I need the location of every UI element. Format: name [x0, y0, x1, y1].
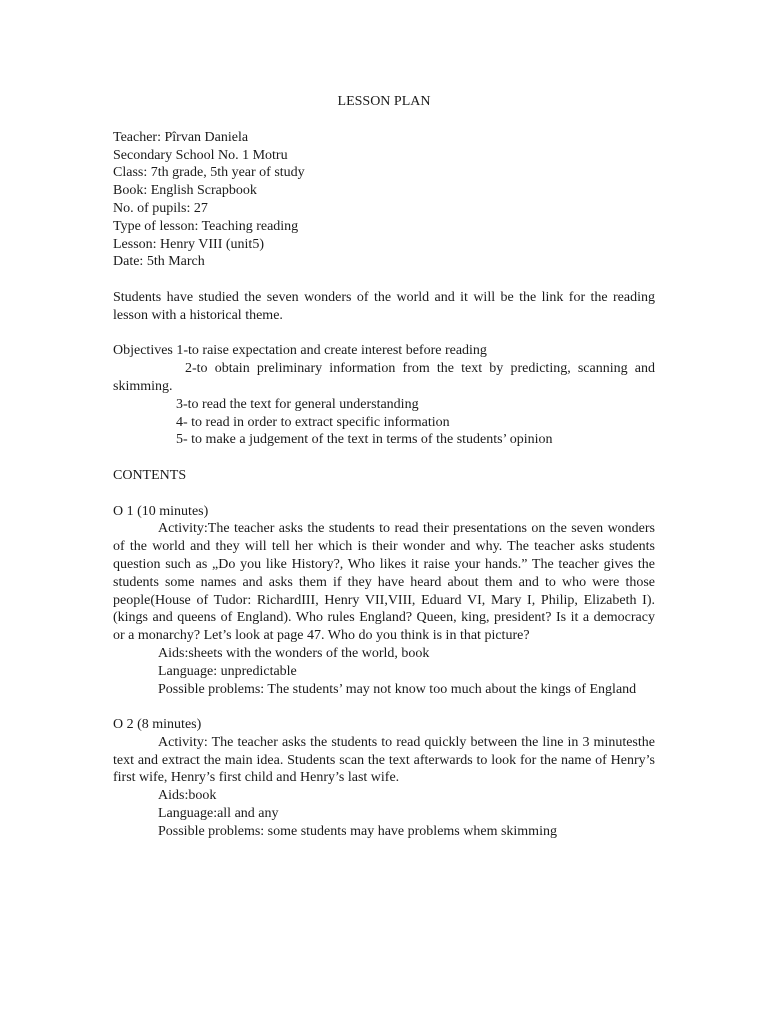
o1-section — [113, 503, 655, 699]
o2-problems: Possible problems: some students may have problems whem skimming — [158, 823, 557, 839]
o1-language: Language: unpredictable — [158, 663, 297, 679]
intro-paragraph: Students have studied the seven wonders of the world and it will be the link for the reading lesson with a historical theme. — [113, 289, 655, 323]
objective-1: Objectives 1-to raise expectation and create interest before reading — [113, 343, 487, 359]
document-page — [113, 93, 655, 841]
o1-aids: Aids:sheets with the wonders of the world, book — [158, 645, 430, 661]
pupils-line: No. of pupils: 27 — [113, 200, 208, 216]
o1-heading: O 1 (10 minutes) — [113, 503, 209, 519]
spacer — [113, 449, 655, 467]
lesson-line: Lesson: Henry VIII (unit5) — [113, 236, 264, 252]
objective-3: 3-to read the text for general understanding — [176, 396, 419, 412]
class-line: Class: 7th grade, 5th year of study — [113, 165, 305, 181]
date-line: Date: 5th March — [113, 254, 205, 270]
school-line: Secondary School No. 1 Motru — [113, 147, 288, 163]
lesson-type-line: Type of lesson: Teaching reading — [113, 218, 299, 234]
teacher-line: Teacher: Pîrvan Daniela — [113, 129, 249, 145]
spacer — [113, 485, 655, 503]
o2-activity: Activity: The teacher asks the students to read quickly between the line in 3 minutesthe text and extract the main idea. Students scan the text afterwards to look for the name of Henry’s first wife, Henry’s first child and Henry’s last wife. — [113, 734, 655, 786]
document-title: LESSON PLAN — [337, 94, 431, 109]
o2-heading: O 2 (8 minutes) — [113, 717, 202, 733]
o1-problems: Possible problems: The students’ may not know too much about the kings of England — [158, 681, 637, 697]
o1-activity: Activity:The teacher asks the students to read their presentations on the seven wonders of the world and they will tell her which is their wonder and why. The teacher asks students question such as „Do you like History?, Who likes it raise your hands.” The teacher gives the students some names and asks them if they have heard about them and to who were those people(House of Tudor: RichardIII, Henry VII,VIII, Eduard VI, Mary I, Philip, Elizabeth I).(kings and queens of England). Who rules England? Queen, king, president? Is it a democracy or a monarchy? Let’s look at page 47. Who do you think is in that picture? — [113, 521, 655, 644]
book-line: Book: English Scrapbook — [113, 183, 257, 199]
o2-language: Language:all and any — [158, 806, 279, 822]
spacer — [113, 271, 655, 289]
o2-aids: Aids:book — [158, 788, 217, 804]
objective-5: 5- to make a judgement of the text in terms of the students’ opinion — [176, 432, 553, 448]
contents-heading: CONTENTS — [113, 467, 187, 483]
objective-4: 4- to read in order to extract specific information — [176, 414, 450, 430]
objective-2: 2-to obtain preliminary information from the text by predicting, scanning and skimming. — [113, 361, 655, 394]
spacer — [113, 698, 655, 716]
o2-section — [113, 716, 655, 841]
spacer — [113, 325, 655, 343]
objectives-section — [113, 342, 655, 449]
lesson-header-info — [113, 129, 655, 271]
